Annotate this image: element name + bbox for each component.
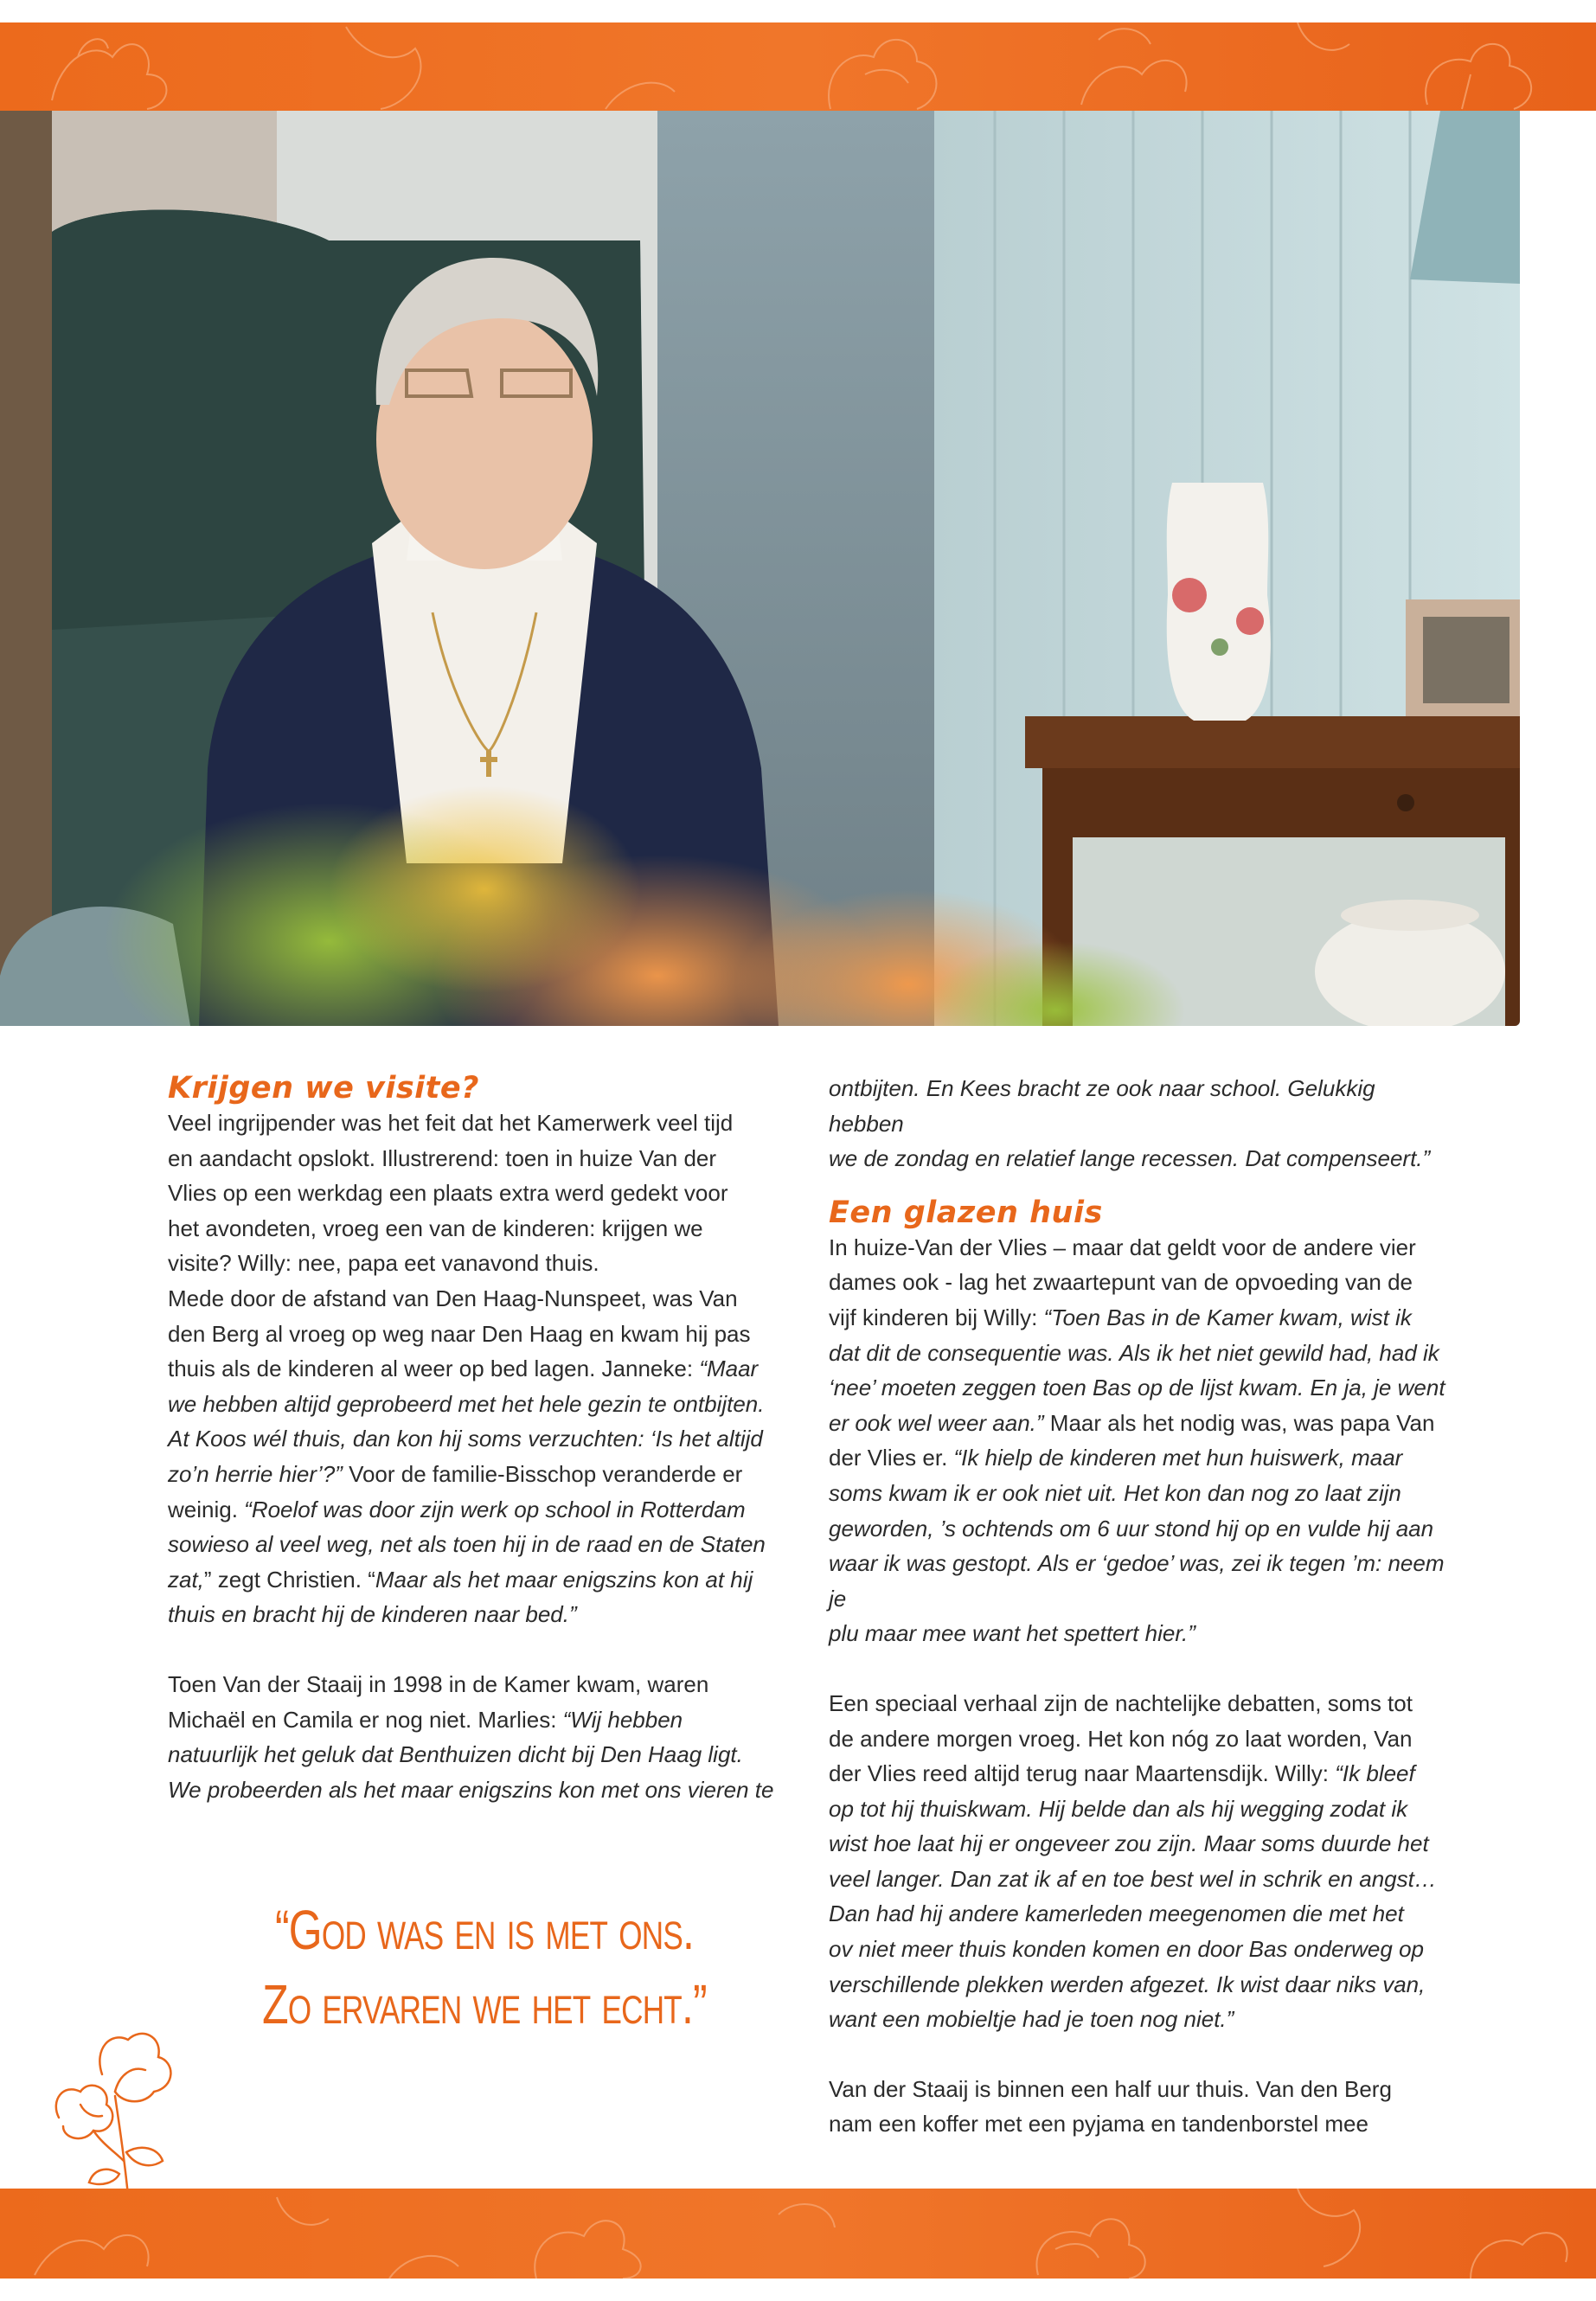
text-line: Vlies op een werkdag een plaats extra werd gedekt voor bbox=[168, 1180, 728, 1207]
pull-quote-line: Zo ervaren we het echt.” bbox=[262, 1973, 707, 2035]
flower-pattern-icon bbox=[0, 22, 1596, 111]
quote-text: ov niet meer thuis konden komen en door Bas onderweg op bbox=[829, 1936, 1424, 1963]
paragraph-5 bbox=[829, 1686, 1456, 2037]
quote-text: “Maar bbox=[699, 1356, 759, 1382]
text-line: het avondeten, vroeg een van de kinderen: krijgen we bbox=[168, 1215, 703, 1241]
text-line: vijf kinderen bij Willy: bbox=[829, 1304, 1044, 1330]
right-text-column bbox=[829, 1071, 1456, 2142]
text-line: Michaël en Camila er nog niet. Marlies: bbox=[168, 1706, 563, 1733]
quote-text: soms kwam ik er ook niet uit. Het kon dan nog zo laat zijn bbox=[829, 1479, 1401, 1506]
portrait-photo bbox=[0, 111, 1520, 1026]
quote-text: natuurlijk het geluk dat Benthuizen dicht bij Den Haag ligt. bbox=[168, 1741, 743, 1768]
top-decorative-band bbox=[0, 22, 1596, 111]
quote-text: thuis en bracht hij de kinderen naar bed.” bbox=[168, 1601, 577, 1628]
text-line: Maar als het nodig was, was papa Van bbox=[1043, 1409, 1435, 1436]
paragraph-1 bbox=[168, 1106, 804, 1281]
text-line: visite? Willy: nee, papa eet vanavond thuis. bbox=[168, 1250, 599, 1277]
text-line: thuis als de kinderen al weer op bed lagen. Janneke: bbox=[168, 1356, 700, 1382]
text-line: In huize-Van der Vlies – maar dat geldt voor de andere vier bbox=[829, 1234, 1416, 1260]
quote-text: We probeerden als het maar enigszins kon met ons vieren te bbox=[168, 1776, 774, 1803]
left-text-column bbox=[168, 1071, 804, 1807]
text-line: Veel ingrijpender was het feit dat het Kamerwerk veel tijd bbox=[168, 1110, 734, 1136]
text-line: der Vlies reed altijd terug naar Maartensdijk. Willy: bbox=[829, 1760, 1336, 1787]
text-line: den Berg al vroeg op weg naar Den Haag en kwam hij pas bbox=[168, 1320, 751, 1347]
text-line: Een speciaal verhaal zijn de nachtelijke debatten, soms tot bbox=[829, 1689, 1413, 1716]
quote-text: At Koos wél thuis, dan kon hij soms verzuchten: ‘Is het altijd bbox=[168, 1426, 763, 1452]
quote-text: ontbijten. En Kees bracht ze ook naar school. Gelukkig hebben bbox=[829, 1075, 1375, 1137]
quote-text: “Toen Bas in de Kamer kwam, wist ik bbox=[1043, 1304, 1412, 1330]
quote-text: geworden, ’s ochtends om 6 uur stond hij op en vulde hij aan bbox=[829, 1515, 1434, 1541]
text-line: der Vlies er. bbox=[829, 1445, 954, 1471]
text-line: Voor de familie-Bisschop veranderde er bbox=[342, 1460, 743, 1487]
paragraph-2 bbox=[168, 1281, 804, 1632]
text-line: dames ook - lag het zwaartepunt van de opvoeding van de bbox=[829, 1269, 1413, 1296]
quote-text: veel langer. Dan zat ik af en toe best wel in schrik en angst… bbox=[829, 1865, 1437, 1892]
section-heading-glazen-huis: Een glazen huis bbox=[829, 1195, 1103, 1230]
bottom-decorative-band bbox=[0, 2189, 1596, 2279]
quote-text: sowieso al veel weg, net als toen hij in de raad en de Staten bbox=[168, 1531, 766, 1558]
paragraph-4 bbox=[829, 1230, 1456, 1651]
paragraph-6 bbox=[829, 2072, 1456, 2142]
pull-quote bbox=[241, 1893, 727, 2041]
quote-text: want een mobieltje had je toen nog niet.” bbox=[829, 2006, 1234, 2033]
quote-text: zo’n herrie hier’?” bbox=[168, 1460, 343, 1487]
pull-quote-line: “God was en is met ons. bbox=[274, 1899, 695, 1961]
text-line: Mede door de afstand van Den Haag-Nunspeet, was Van bbox=[168, 1285, 738, 1311]
flower-pattern-icon bbox=[0, 2189, 1596, 2279]
quote-text: Dan had hij andere kamerleden meegenomen die met het bbox=[829, 1900, 1404, 1927]
section-heading-visite: Krijgen we visite? bbox=[168, 1071, 479, 1106]
quote-text: “Wij hebben bbox=[562, 1706, 683, 1733]
quote-text: er ook wel weer aan.” bbox=[829, 1409, 1044, 1436]
quote-text: “Ik hielp de kinderen met hun huiswerk, maar bbox=[953, 1445, 1403, 1471]
quote-text: op tot hij thuiskwam. Hij belde dan als hij wegging zodat ik bbox=[829, 1795, 1408, 1822]
quote-text: zat, bbox=[168, 1566, 204, 1593]
text-line: ” zegt Christien. “ bbox=[203, 1566, 375, 1593]
quote-text: dat dit de consequentie was. Als ik het niet gewild had, had ik bbox=[829, 1339, 1439, 1366]
continued-quote bbox=[829, 1071, 1456, 1176]
quote-text: ‘nee’ moeten zeggen toen Bas op de lijst kwam. En ja, je went bbox=[829, 1375, 1445, 1401]
text-line: nam een koffer met een pyjama en tandenborstel mee bbox=[829, 2111, 1368, 2138]
text-line: en aandacht opslokt. Illustrerend: toen in huize Van der bbox=[168, 1144, 717, 1171]
text-line: Toen Van der Staaij in 1998 in de Kamer kwam, waren bbox=[168, 1670, 709, 1697]
quote-text: verschillende plekken werden afgezet. Ik wist daar niks van, bbox=[829, 1971, 1426, 1997]
paragraph-3 bbox=[168, 1667, 804, 1807]
text-line: Van der Staaij is binnen een half uur thuis. Van den Berg bbox=[829, 2075, 1392, 2102]
text-line: de andere morgen vroeg. Het kon nóg zo laat worden, Van bbox=[829, 1725, 1413, 1752]
quote-text: “Roelof was door zijn werk op school in Rotterdam bbox=[244, 1496, 746, 1522]
quote-text: we hebben altijd geprobeerd met het hele gezin te ontbijten. bbox=[168, 1390, 765, 1417]
quote-text: we de zondag en relatief lange recessen. Dat compenseert.” bbox=[829, 1145, 1431, 1172]
text-line: weinig. bbox=[168, 1496, 245, 1522]
quote-text: Maar als het maar enigszins kon at hij bbox=[375, 1566, 753, 1593]
quote-text: waar ik was gestopt. Als er ‘gedoe’ was, zei ik tegen ’m: neem je bbox=[829, 1550, 1445, 1612]
flower-outline-icon bbox=[33, 2022, 180, 2195]
quote-text: “Ik bleef bbox=[1335, 1760, 1415, 1787]
quote-text: wist hoe laat hij er ongeveer zou zijn. Maar soms duurde het bbox=[829, 1830, 1429, 1857]
quote-text: plu maar mee want het spettert hier.” bbox=[829, 1620, 1195, 1647]
